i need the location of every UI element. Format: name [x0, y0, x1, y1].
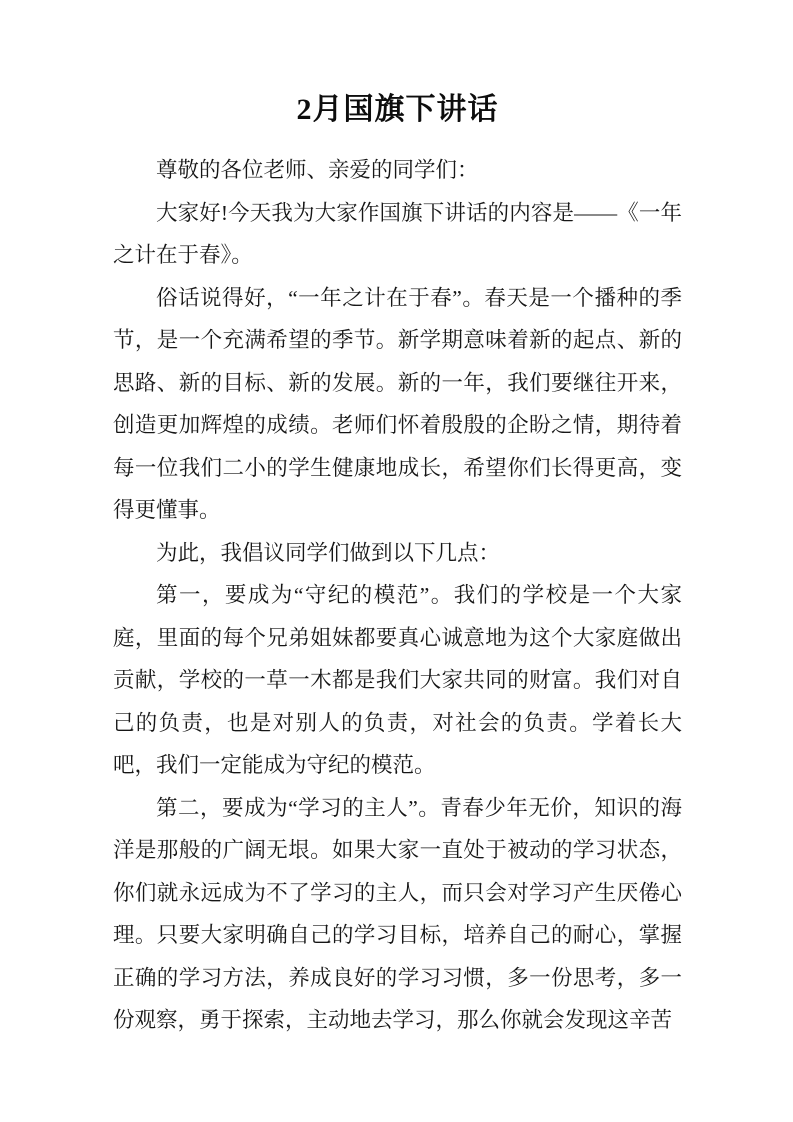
- document-title: 2月国旗下讲话: [296, 93, 499, 126]
- paragraph-salutation: 尊敬的各位老师、亲爱的同学们：: [156, 158, 479, 182]
- paragraph-point-one: 第一，要成为“守纪的模范”。我们的学校是一个大家庭，里面的每个兄弟姐妹都要真心诚意地为这个大家庭做出贡献，学校的一草一木都是我们大家共同的财富。我们对自己的负责，也是对别人的负责，对社会的负责。学着长大吧，我们一定能成为守纪的模范。: [113, 583, 682, 777]
- paragraph-spring-intro: 俗话说得好，“一年之计在于春”。春天是一个播种的季节，是一个充满希望的季节。新学期意味着新的起点、新的思路、新的目标、新的发展。新的一年，我们要继往开来，创造更加辉煌的成绩。老师们怀着殷殷的企盼之情，期待着每一位我们二小的学生健康地成长，希望你们长得更高，变得更懂事。: [113, 285, 682, 522]
- document-body: [113, 149, 682, 1042]
- paragraph-greeting: 大家好!今天我为大家作国旗下讲话的内容是——《一年之计在于春》。: [113, 200, 682, 267]
- paragraph-point-two: 第二，要成为“学习的主人”。青春少年无价，知识的海洋是那般的广阔无垠。如果大家一直处于被动的学习状态，你们就永远成为不了学习的主人，而只会对学习产生厌倦心理。只要大家明确自己的学习目标，培养自己的耐心，掌握正确的学习方法，养成良好的学习习惯，多一份思考，多一份观察，勇于探索，主动地去学习，那么你就会发现这辛苦: [113, 795, 682, 1032]
- paragraph-proposal-lead: 为此，我倡议同学们做到以下几点：: [156, 540, 501, 565]
